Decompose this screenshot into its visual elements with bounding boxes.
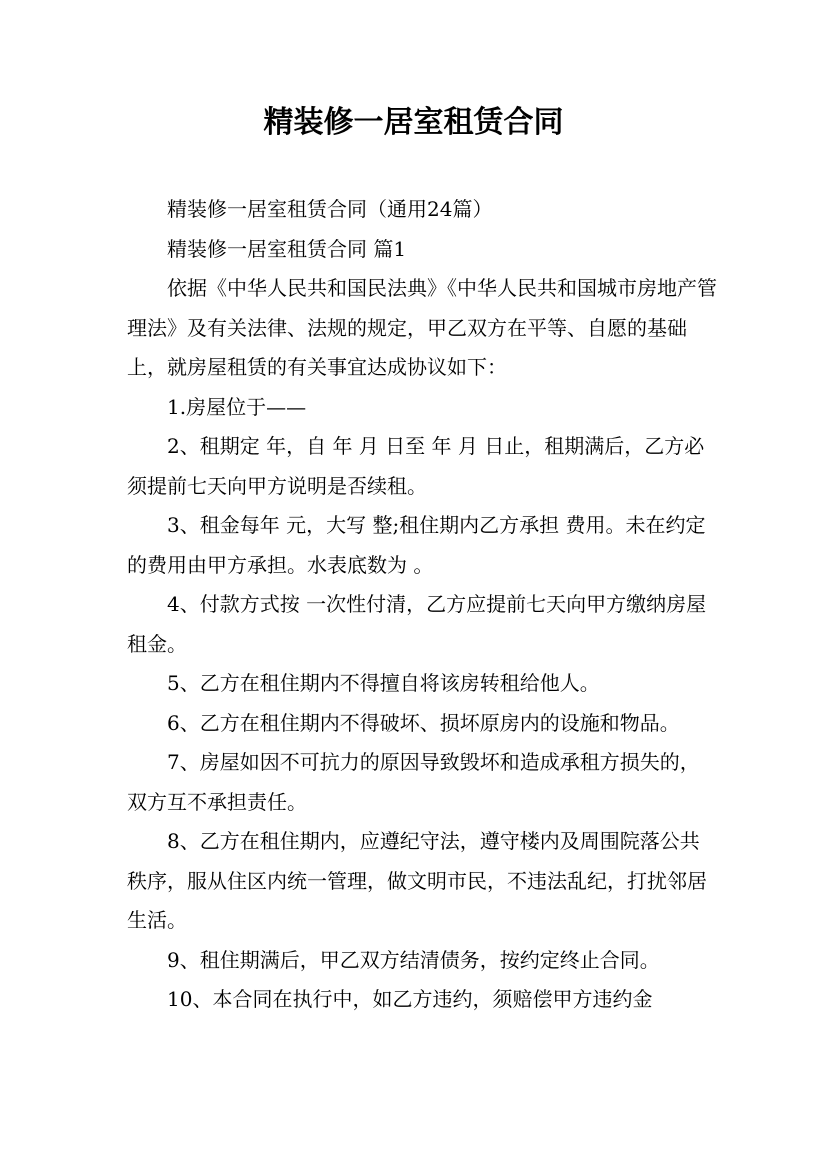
paragraph: 8、乙方在租住期内，应遵纪守法，遵守楼内及周围院落公共秩序，服从住区内统一管理，做文明市民，不违法乱纪，打扰邻居生活。 xyxy=(127,829,707,932)
document-title: 精装修一居室租赁合同 xyxy=(263,105,564,140)
paragraph: 1.房屋位于—— xyxy=(167,394,307,419)
paragraph: 9、租住期满后，甲乙双方结清债务，按约定终止合同。 xyxy=(167,947,660,972)
paragraph: 7、房屋如因不可抗力的原因导致毁坏和造成承租方损失的，双方互不承担责任。 xyxy=(127,750,700,814)
paragraph: 4、付款方式按 一次性付清，乙方应提前七天向甲方缴纳房屋租金。 xyxy=(127,592,707,656)
paragraph: 精装修一居室租赁合同（通用24篇） xyxy=(167,197,493,221)
document-body xyxy=(127,190,717,1020)
paragraph: 3、租金每年 元，大写 整;租住期内乙方承担 费用。未在约定的费用由甲方承担。水表底数为 。 xyxy=(127,513,706,577)
paragraph: 6、乙方在租住期内不得破坏、损坏原房内的设施和物品。 xyxy=(167,710,680,735)
paragraph: 10、本合同在执行中，如乙方违约，须赔偿甲方违约金 xyxy=(167,987,653,1011)
paragraph: 5、乙方在租住期内不得擅自将该房转租给他人。 xyxy=(167,671,600,695)
paragraph: 2、租期定 年，自 年 月 日至 年 月 日止，租期满后，乙方必须提前七天向甲方说明是否续租。 xyxy=(127,434,705,498)
paragraph: 依据《中华人民共和国民法典》《中华人民共和国城市房地产管理法》及有关法律、法规的规定，甲乙双方在平等、自愿的基础上，就房屋租赁的有关事宜达成协议如下： xyxy=(127,276,717,379)
paragraph: 精装修一居室租赁合同 篇1 xyxy=(167,236,407,261)
